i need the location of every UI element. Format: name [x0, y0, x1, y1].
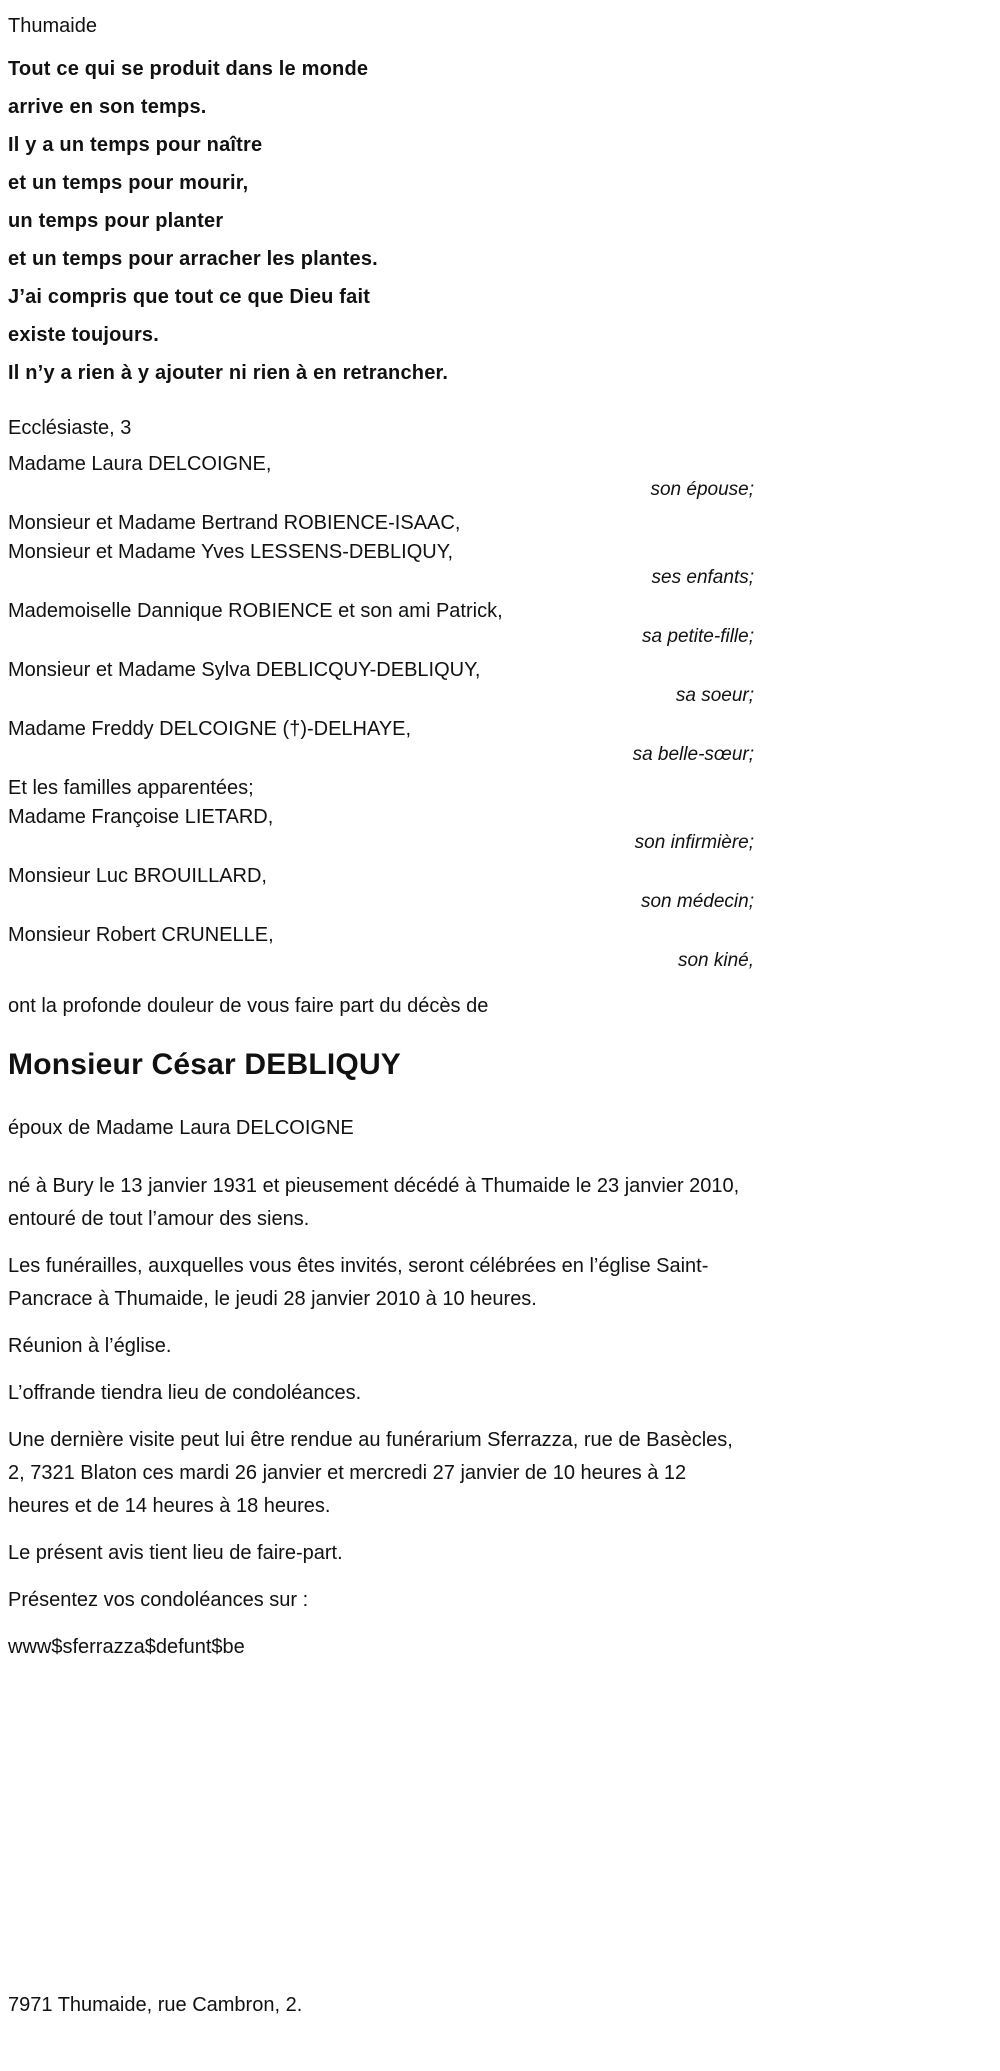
relation-label: son kiné, [677, 950, 754, 971]
poem-line: J’ai compris que tout ce que Dieu fait [8, 286, 371, 308]
website-line: www$sferrazza$defunt$be [8, 1636, 245, 1658]
family-entry [8, 450, 756, 501]
poem-line: Il y a un temps pour naître [8, 134, 263, 156]
body-paragraph: Les funérailles, auxquelles vous êtes invités, seront célébrées en l’église Saint-Pancrace à Thumaide, le jeudi 28 janvier 2010 à 10 heures. [8, 1255, 709, 1310]
family-member-name: Monsieur Luc BROUILLARD, [8, 865, 267, 887]
body-paragraph: Présentez vos condoléances sur : [8, 1589, 309, 1611]
family-member-name: Madame Françoise LIETARD, [8, 806, 274, 828]
address-line: 7971 Thumaide, rue Cambron, 2. [8, 1994, 303, 2016]
announcement-line: ont la profonde douleur de vous faire part du décès de [8, 995, 489, 1017]
poem-line: et un temps pour arracher les plantes. [8, 248, 378, 270]
relation-label: son épouse; [650, 479, 754, 500]
poem-line: et un temps pour mourir, [8, 172, 249, 194]
family-entry [8, 509, 756, 589]
family-member-name: Monsieur et Madame Bertrand ROBIENCE-ISAAC, [8, 512, 461, 534]
family-member-name: Monsieur Robert CRUNELLE, [8, 924, 274, 946]
family-member-name: Et les familles apparentées; [8, 777, 254, 799]
family-member-name: Madame Freddy DELCOIGNE (†)-DELHAYE, [8, 718, 412, 740]
poem [8, 50, 756, 392]
family-member-name: Monsieur et Madame Yves LESSENS-DEBLIQUY, [8, 541, 454, 563]
body-paragraph: né à Bury le 13 janvier 1931 et pieusement décédé à Thumaide le 23 janvier 2010, entouré de tout l’amour des siens. [8, 1175, 740, 1230]
relation-label: sa belle-sœur; [632, 744, 754, 765]
relation-label: son infirmière; [634, 832, 754, 853]
poem-line: un temps pour planter [8, 210, 224, 232]
body-paragraph: L’offrande tiendra lieu de condoléances. [8, 1382, 362, 1404]
relation-label: sa petite-fille; [642, 626, 754, 647]
place-line: Thumaide [8, 15, 97, 37]
family-member-name: Madame Laura DELCOIGNE, [8, 453, 272, 475]
scripture-reference: Ecclésiaste, 3 [8, 417, 132, 439]
family-list [8, 450, 756, 972]
relation-label: sa soeur; [675, 685, 754, 706]
relation-label: ses enfants; [651, 567, 754, 588]
body-paragraph: Une dernière visite peut lui être rendue au funérarium Sferrazza, rue de Basècles, 2, 7321 Blaton ces mardi 26 janvier et mercredi 27 janvier de 10 heures à 12 heures et de 14 heures à 18 heures. [8, 1429, 733, 1517]
poem-line: existe toujours. [8, 324, 160, 346]
poem-line: arrive en son temps. [8, 96, 207, 118]
family-entry [8, 656, 756, 707]
body-paragraph: Le présent avis tient lieu de faire-part. [8, 1542, 343, 1564]
family-entry [8, 921, 756, 972]
family-entry [8, 597, 756, 648]
poem-line: Il n’y a rien à y ajouter ni rien à en retrancher. [8, 362, 449, 384]
family-entry [8, 715, 756, 766]
family-member-name: Mademoiselle Dannique ROBIENCE et son ami Patrick, [8, 600, 503, 622]
family-member-name: Monsieur et Madame Sylva DEBLICQUY-DEBLIQUY, [8, 659, 481, 681]
family-entry [8, 774, 756, 854]
relation-label: son médecin; [640, 891, 754, 912]
body-paragraph: Réunion à l’église. [8, 1335, 172, 1357]
family-entry [8, 862, 756, 913]
spouse-line: époux de Madame Laura DELCOIGNE [8, 1117, 354, 1139]
poem-line: Tout ce qui se produit dans le monde [8, 58, 369, 80]
deceased-name: Monsieur César DEBLIQUY [8, 1048, 402, 1081]
